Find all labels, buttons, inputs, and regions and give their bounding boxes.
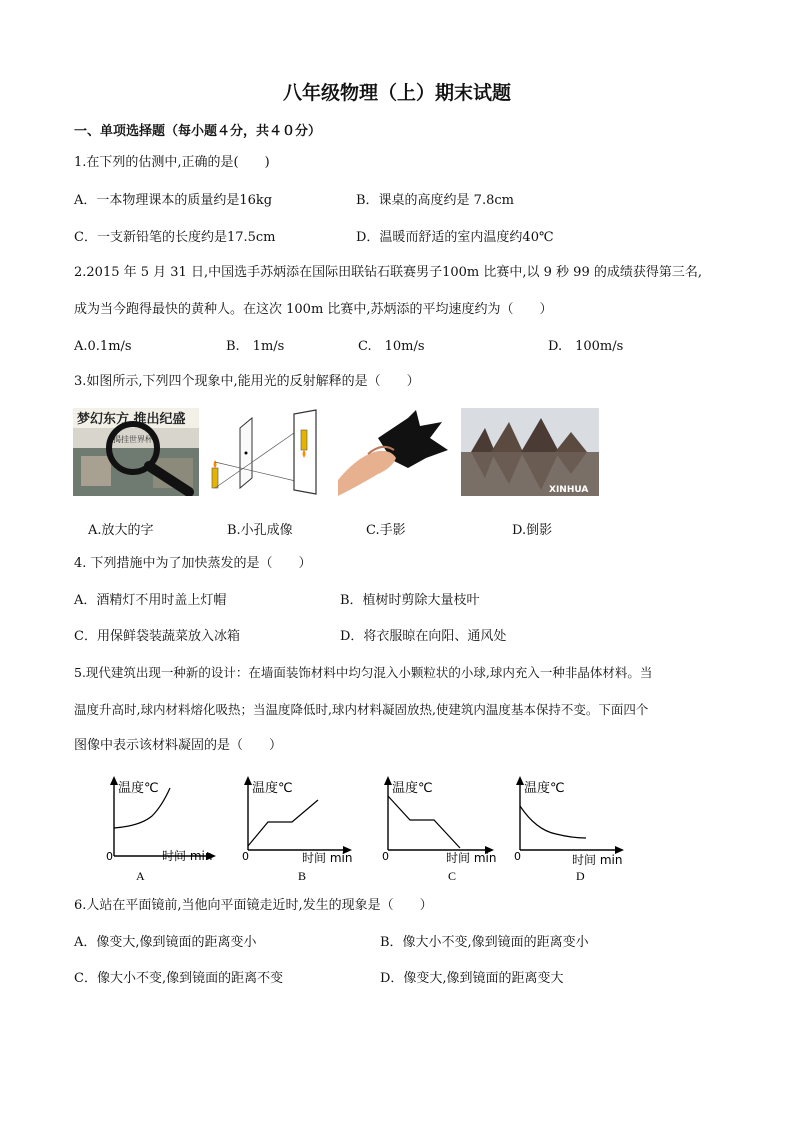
graph-a-xlabel: 时间 min (162, 849, 213, 863)
reflection-image (461, 408, 599, 496)
page-title: 八年级物理（上）期末试题 (282, 82, 511, 104)
graph-a-origin: 0 (106, 850, 113, 863)
q1-option-c: C．一支新铅笔的长度约是17.5cm (74, 230, 276, 245)
q5-stem-line1: 5.现代建筑出现一种新的设计：在墙面装饰材料中均匀混入小颗粒状的小球,球内充入一种非晶体材料。当 (74, 665, 653, 680)
q4-option-d: D．将衣服晾在向阳、通风处 (340, 629, 507, 644)
q2-option-c: C. 10m/s (358, 339, 425, 354)
q6-option-b: B．像大小不变,像到镜面的距离变小 (380, 935, 589, 950)
q3-stem: 3.如图所示,下列四个现象中,能用光的反射解释的是（ ） (74, 374, 420, 389)
graph-a-ylabel: 温度℃ (118, 781, 159, 796)
magnifier-newspaper-image (73, 408, 199, 496)
q3-caption-c: C.手影 (366, 523, 406, 538)
q6-stem: 6.人站在平面镜前,当他向平面镜走近时,发生的现象是（ ） (74, 898, 433, 913)
newspaper-headline: 梦幻东方 推出纪盛 (77, 412, 186, 427)
graph-d-origin: 0 (514, 850, 521, 863)
q1-stem: 1.在下列的估测中,正确的是( ) (74, 155, 270, 170)
q2-option-a: A.0.1m/s (74, 339, 132, 354)
graph-b-origin: 0 (242, 850, 249, 863)
graph-b-ylabel: 温度℃ (252, 781, 293, 796)
q6-option-c: C．像大小不变,像到镜面的距离不变 (74, 971, 284, 986)
q4-option-c: C．用保鲜袋装蔬菜放入冰箱 (74, 629, 240, 644)
graph-d (508, 772, 638, 884)
graph-b-letter: B (298, 869, 307, 883)
q3-caption-a: A.放大的字 (88, 523, 154, 538)
hand-shadow-image (338, 408, 452, 496)
graph-d-xlabel: 时间 min (572, 853, 623, 867)
graph-c-letter: C (448, 869, 457, 883)
q4-option-a: A．酒精灯不用时盖上灯帽 (74, 593, 227, 608)
q1-option-a: A．一本物理课本的质量约是16kg (74, 193, 273, 208)
q1-option-d: D．温暖而舒适的室内温度约40℃ (356, 230, 554, 245)
q2-stem-line2: 成为当今跑得最快的黄种人。在这次 100m 比赛中,苏炳添的平均速度约为（ ） (74, 302, 553, 317)
q2-option-d: D. 100m/s (548, 339, 624, 354)
q5-stem-line3: 图像中表示该材料凝固的是（ ） (74, 738, 283, 753)
graph-c-xlabel: 时间 min (446, 851, 497, 865)
q2-stem-line1: 2.2015 年 5 月 31 日,中国选手苏炳添在国际田联钻石联赛男子100m 比赛中,以 9 秒 99 的成绩获得第三名, (74, 265, 702, 280)
graph-b (236, 772, 366, 884)
xinhua-watermark: XINHUA (549, 485, 589, 495)
graph-d-letter: D (576, 869, 585, 883)
q6-option-d: D．像变大,像到镜面的距离变大 (380, 971, 564, 986)
q3-caption-b: B.小孔成像 (227, 523, 293, 538)
q4-stem: 4. 下列措施中为了加快蒸发的是（ ） (74, 556, 312, 571)
q3-caption-d: D.倒影 (512, 523, 553, 538)
q5-stem-line2: 温度升高时,球内材料熔化吸热；当温度降低时,球内材料凝固放热,使建筑内温度基本保持不变。下面四个 (74, 702, 649, 717)
graph-d-ylabel: 温度℃ (524, 781, 565, 796)
q4-option-b: B．植树时剪除大量枝叶 (340, 593, 480, 608)
graph-b-xlabel: 时间 min (302, 851, 353, 865)
graph-a-letter: A (136, 869, 145, 883)
q6-option-a: A．像变大,像到镜面的距离变小 (74, 935, 257, 950)
newspaper-subline: 揭挂世界杯 (113, 435, 153, 444)
graph-c-ylabel: 温度℃ (392, 781, 433, 796)
section-heading: 一、单项选择题（每小题４分，共４０分） (74, 124, 322, 139)
graph-c-origin: 0 (382, 850, 389, 863)
q2-option-b: B. 1m/s (226, 339, 285, 354)
graph-a (100, 772, 230, 884)
q1-option-b: B．课桌的高度约是 7.8cm (356, 193, 514, 208)
pinhole-camera-image (204, 408, 332, 496)
graph-c (376, 772, 506, 884)
